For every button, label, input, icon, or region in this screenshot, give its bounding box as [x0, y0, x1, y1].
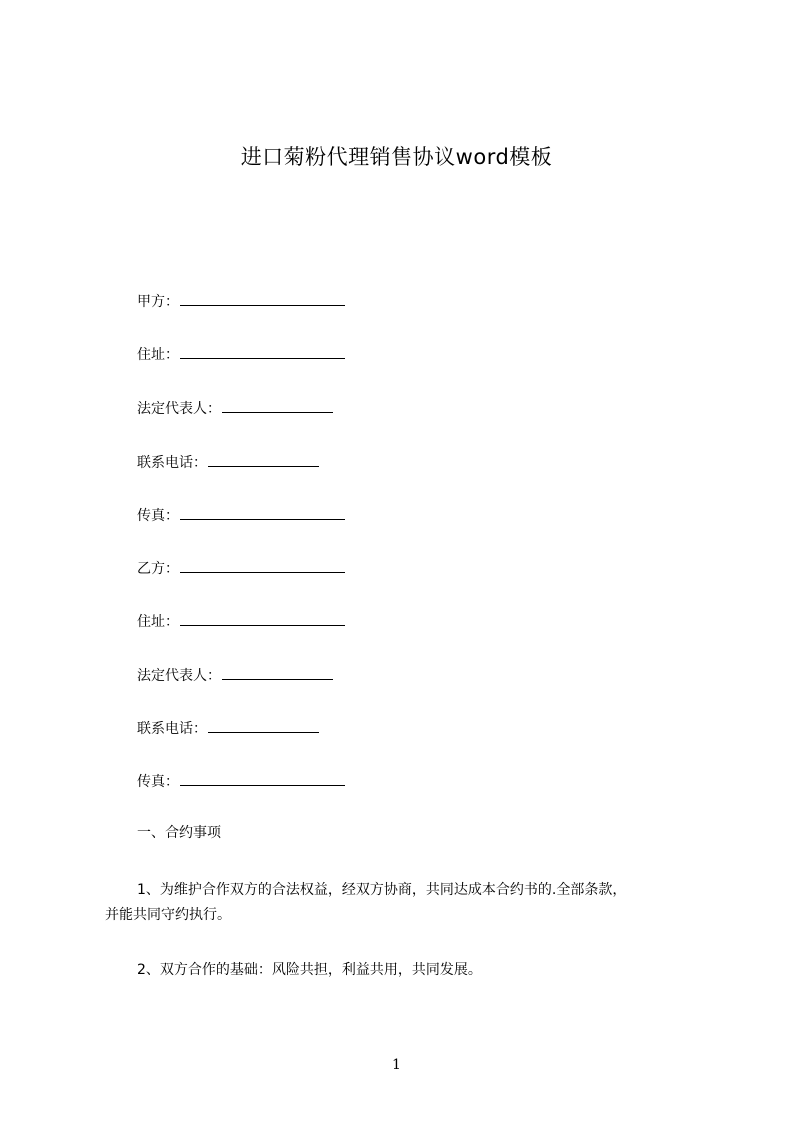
party-b-name-blank	[180, 558, 345, 573]
party-a-address-blank	[180, 344, 345, 359]
party-a-phone-label: 联系电话：	[137, 455, 207, 471]
party-a-fax-label: 传真：	[137, 508, 179, 524]
party-a-legal-rep-blank	[222, 398, 333, 413]
party-b-name-label: 乙方：	[137, 561, 179, 577]
party-b-phone-field	[137, 718, 319, 739]
document-title: 进口菊粉代理销售协议word模板	[240, 145, 553, 169]
party-b-phone-blank	[208, 718, 319, 733]
party-b-address-label: 住址：	[137, 614, 179, 630]
page-number: 1	[392, 1057, 401, 1073]
party-b-address-blank	[180, 611, 345, 626]
party-a-address-field	[137, 344, 345, 365]
clause-1-line-1: 1、为维护合作双方的合法权益，经双方协商，共同达成本合约书的.全部条款，	[137, 882, 627, 898]
clause-1-line-2: 并能共同守约执行。	[105, 907, 231, 923]
party-a-name-label: 甲方：	[137, 294, 179, 310]
party-a-name-field	[137, 291, 345, 312]
section-1-heading: 一、合约事项	[137, 825, 221, 841]
party-b-legal-rep-label: 法定代表人：	[137, 668, 221, 684]
party-a-phone-field	[137, 452, 319, 473]
party-b-phone-label: 联系电话：	[137, 721, 207, 737]
party-b-name-field	[137, 558, 345, 579]
party-b-address-field	[137, 611, 345, 632]
clause-2: 2、双方合作的基础：风险共担，利益共用，共同发展。	[137, 962, 482, 978]
party-b-legal-rep-field	[137, 665, 333, 686]
party-a-fax-field	[137, 505, 345, 526]
party-b-fax-blank	[180, 771, 345, 786]
party-a-legal-rep-label: 法定代表人：	[137, 401, 221, 417]
party-a-fax-blank	[180, 505, 345, 520]
party-b-legal-rep-blank	[222, 665, 333, 680]
party-b-fax-field	[137, 771, 345, 792]
party-a-name-blank	[180, 291, 345, 306]
party-a-phone-blank	[208, 452, 319, 467]
party-b-fax-label: 传真：	[137, 774, 179, 790]
party-a-address-label: 住址：	[137, 347, 179, 363]
party-a-legal-rep-field	[137, 398, 333, 419]
